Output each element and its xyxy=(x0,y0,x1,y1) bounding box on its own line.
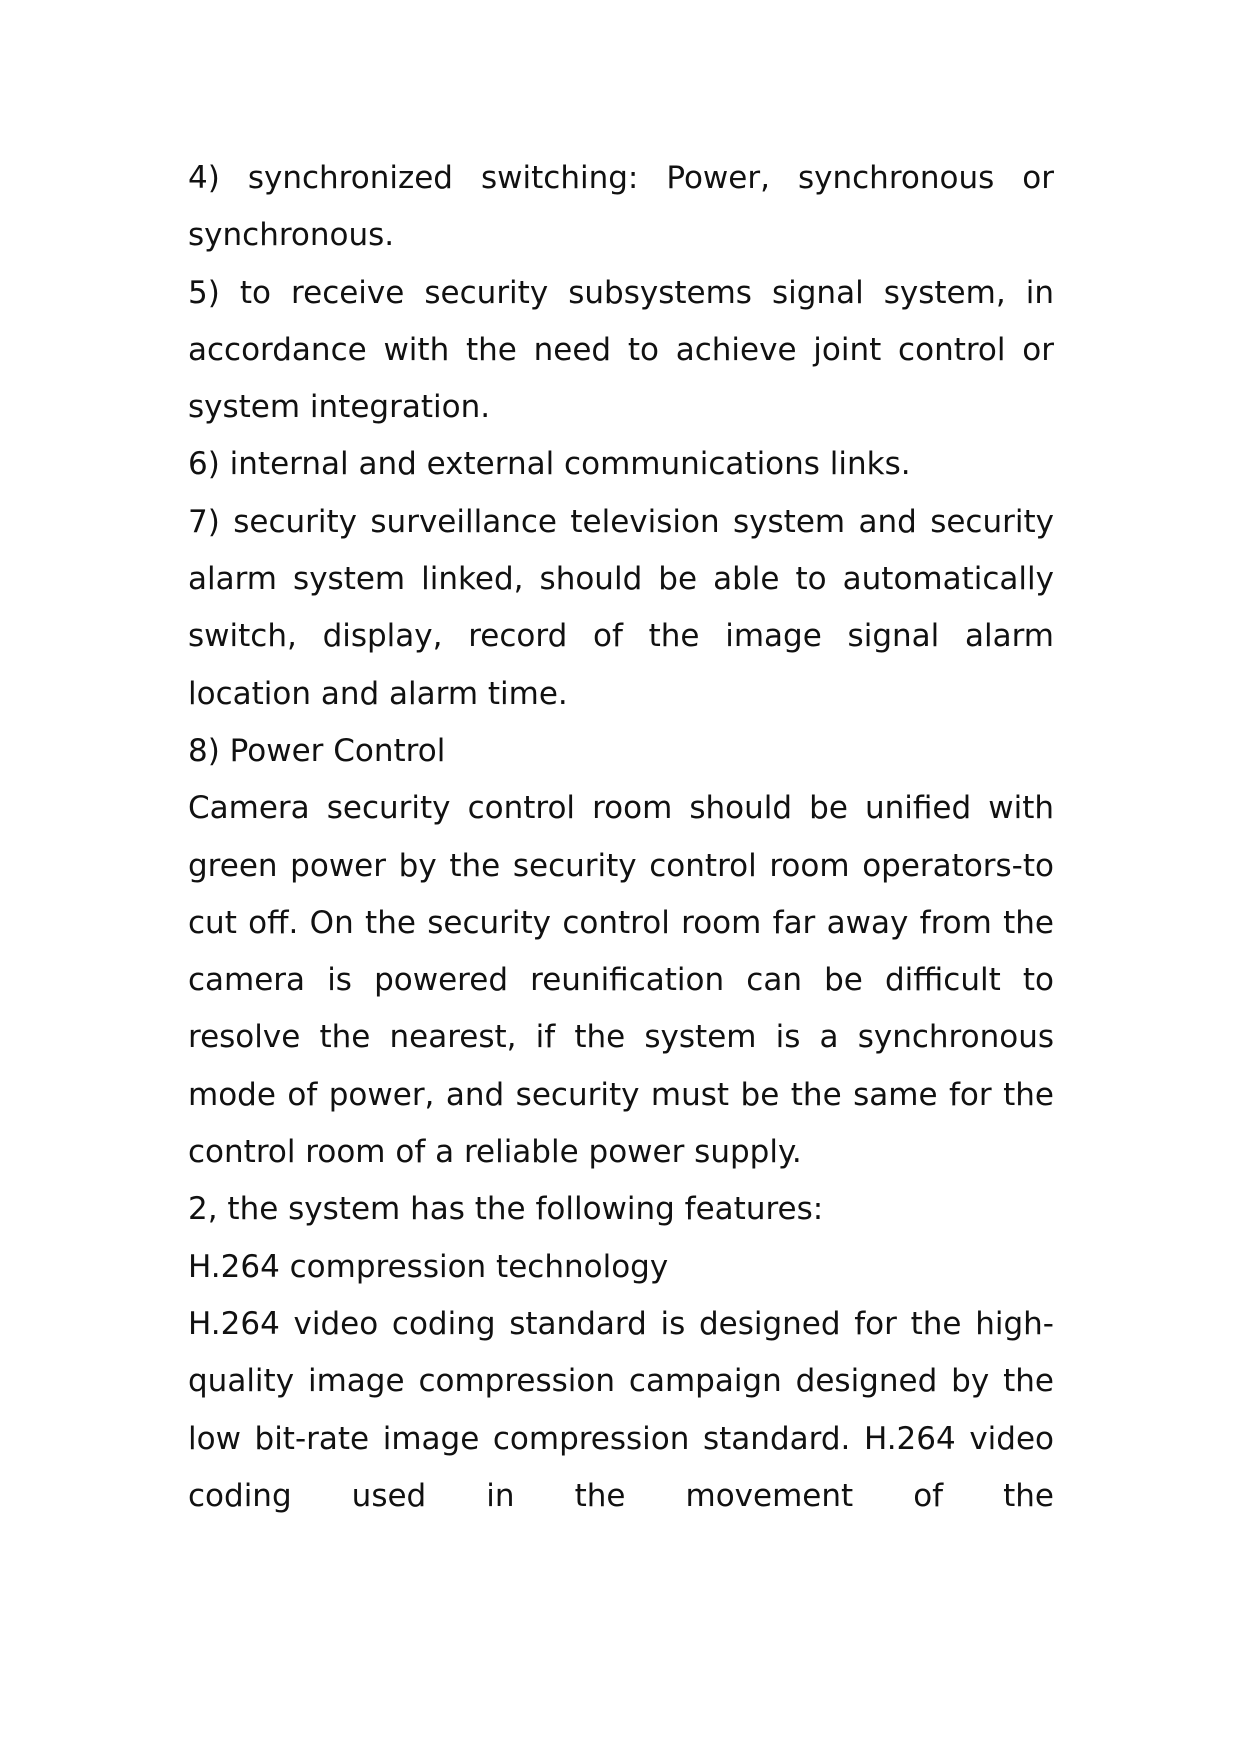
body-text xyxy=(188,150,1054,1525)
paragraph-item-5: 5) to receive security subsystems signal system, in accordance with the need to achieve joint control or system integration. xyxy=(188,274,1054,426)
paragraph-item-6: 6) internal and external communications links. xyxy=(188,446,911,483)
paragraph-item-7: 7) security surveillance television system and security alarm system linked, should be able to automatically switch, display, record of the image signal alarm location and alarm time. xyxy=(188,503,1054,712)
h264-paragraph: H.264 video coding standard is designed for the high-quality image compression campaign designed by the low bit-rate image compression standard. H.264 video coding used in the movement of the xyxy=(188,1305,1054,1514)
features-heading: 2, the system has the following features: xyxy=(188,1191,824,1228)
paragraph-item-8-heading: 8) Power Control xyxy=(188,732,446,769)
power-control-paragraph: Camera security control room should be unified with green power by the security control room operators-to cut off. On the security control room far away from the camera is powered reunification can be difficult to resolve the nearest, if the system is a synchronous mode of power, and security must be the same for the control room of a reliable power supply. xyxy=(188,790,1054,1171)
h264-heading: H.264 compression technology xyxy=(188,1248,669,1285)
paragraph-item-4: 4) synchronized switching: Power, synchronous or synchronous. xyxy=(188,160,1054,254)
